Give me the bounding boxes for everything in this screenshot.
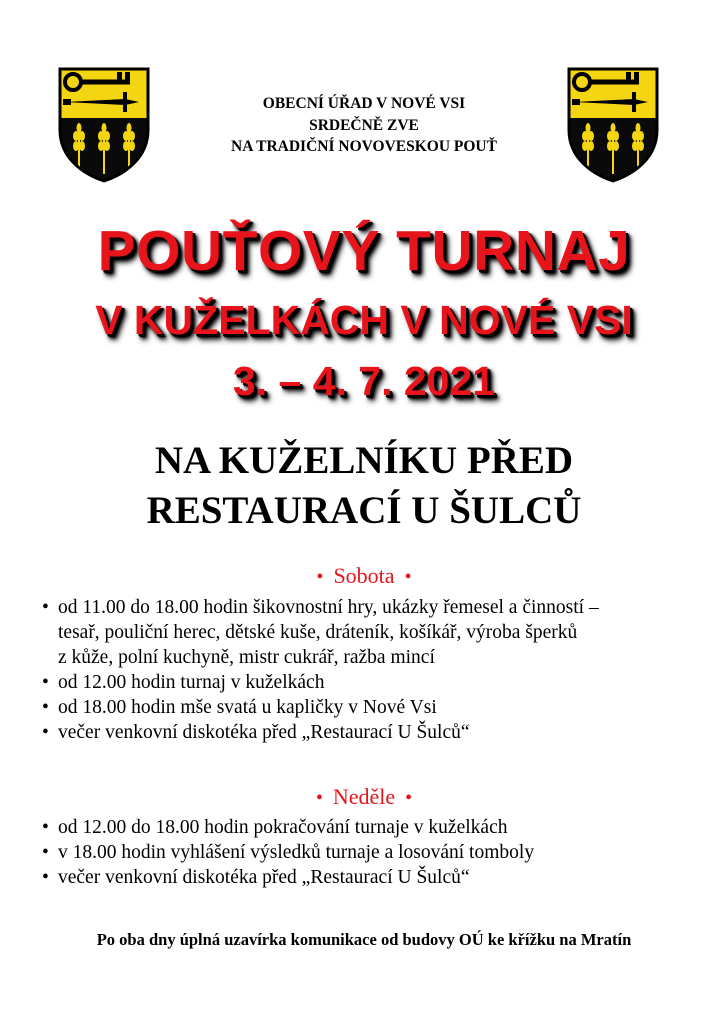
venue-line-1: NA KUŽELNÍKU PŘED [154,439,574,482]
sunday-heading [0,784,728,811]
list-item [38,595,718,670]
saturday-heading [0,563,728,590]
bullet-icon: • [42,672,49,693]
list-item [38,840,718,865]
list-item-text: od 12.00 hodin turnaj v kuželkách [58,672,325,693]
header-line-3: NA TRADIČNÍ NOVOVESKOU POUŤ [231,138,497,155]
road-closure-note: Po oba dny úplná uzavírka komunikace od budovy OÚ ke křížku na Mratín [96,930,632,949]
saturday-program [38,595,718,745]
list-item-text: večer venkovní diskotéka před „Restaurací U Šulců“ [58,722,470,743]
bullet-icon: • [315,787,323,809]
list-item-text: od 12.00 do 18.00 hodin pokračování turnaje v kuželkách [58,817,508,838]
header-line-2: SRDEČNĚ ZVE [309,116,419,134]
bullet-icon: • [404,566,412,588]
list-item [38,815,718,840]
invitation-header [160,93,568,158]
header-line-1: OBECNÍ ÚŘAD V NOVÉ VSI [262,95,466,112]
bullet-icon: • [42,697,49,718]
venue [0,436,728,536]
list-item-text: v 18.00 hodin vyhlášení výsledků turnaje a losování tomboly [58,842,535,863]
bullet-icon: • [42,867,49,888]
coat-of-arms-right-icon [566,66,660,184]
list-item [38,720,718,745]
list-item-text: od 11.00 do 18.00 hodin šikovnostní hry, ukázky řemesel a činností – [58,597,599,618]
sunday-program [38,815,718,890]
bullet-icon: • [42,722,49,743]
bullet-icon: • [42,817,49,838]
list-item-text: tesař, pouliční herec, dětské kuše, dráteník, košíkář, výroba šperků [58,622,578,643]
venue-line-2: RESTAURACÍ U ŠULCŮ [146,489,582,532]
event-title: POUŤOVÝ TURNAJ [97,219,631,283]
list-item [38,695,718,720]
list-item [38,670,718,695]
coat-of-arms-left-icon [57,66,151,184]
list-item-text: od 18.00 hodin mše svatá u kapličky v Nové Vsi [58,697,437,718]
bullet-icon: • [42,597,49,618]
list-item [38,865,718,890]
bullet-icon: • [42,842,49,863]
event-dates: 3. – 4. 7. 2021 [232,358,496,404]
bullet-icon: • [316,566,324,588]
list-item-text: z kůže, polní kuchyně, mistr cukrář, ražba mincí [58,647,435,668]
event-subtitle: V KUŽELKÁCH V NOVÉ VSI [95,297,633,343]
bullet-icon: • [405,787,413,809]
saturday-title: Sobota [333,563,395,588]
sunday-title: Neděle [332,784,396,809]
list-item-text: večer venkovní diskotéka před „Restaurací U Šulců“ [58,867,470,888]
